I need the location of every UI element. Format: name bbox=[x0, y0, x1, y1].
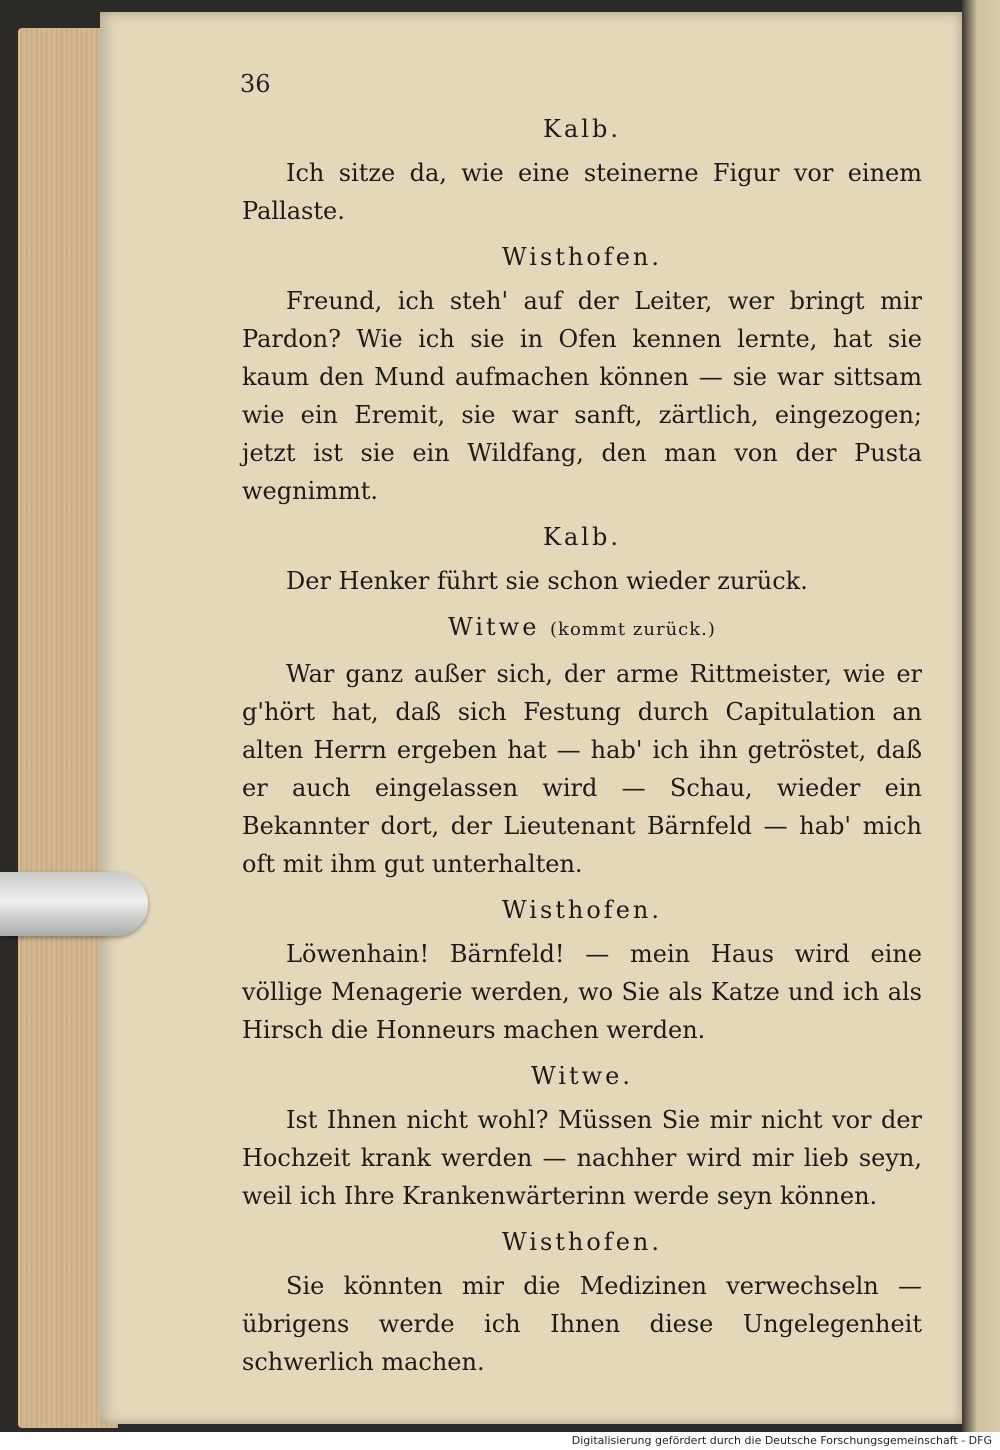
speaker-name: Kalb. bbox=[543, 115, 621, 143]
page-holder-clip bbox=[0, 872, 148, 936]
block-kalb-1 bbox=[242, 110, 922, 230]
stage-direction: (kommt zurück.) bbox=[550, 619, 716, 640]
speaker-name: Wisthofen. bbox=[502, 243, 662, 271]
digitization-footer: Digitalisierung gefördert durch die Deutsche Forschungsgemeinschaft - DFG bbox=[0, 1432, 1000, 1450]
speech-text: Ich sitze da, wie eine steinerne Figur vor einem Pallaste. bbox=[242, 159, 922, 225]
speaker-name: Wisthofen. bbox=[502, 1228, 662, 1256]
block-kalb-2 bbox=[242, 518, 922, 600]
block-wisthofen-1 bbox=[242, 238, 922, 510]
speech-text: Ist Ihnen nicht wohl? Müssen Sie mir nicht vor der Hochzeit krank werden — nachher wird mir lieb seyn, weil ich Ihre Krankenwärterinn werde seyn können. bbox=[242, 1106, 922, 1210]
block-wisthofen-3 bbox=[242, 1223, 922, 1381]
speaker-name: Witwe bbox=[448, 613, 540, 641]
block-witwe-1 bbox=[242, 608, 922, 883]
speech-text: Löwenhain! Bärnfeld! — mein Haus wird eine völlige Menagerie werden, wo Sie als Katze und ich als Hirsch die Honneurs machen werden. bbox=[242, 940, 922, 1044]
block-wisthofen-2 bbox=[242, 891, 922, 1049]
speech-text: Sie könnten mir die Medizinen verwechseln — übrigens werde ich Ihnen diese Ungelegenheit schwerlich machen. bbox=[242, 1272, 922, 1376]
speaker-name: Witwe. bbox=[531, 1062, 633, 1090]
page-number: 36 bbox=[240, 70, 271, 98]
speech-text: Freund, ich steh' auf der Leiter, wer bringt mir Pardon? Wie ich sie in Ofen kennen lernte, hat sie kaum den Mund aufmachen können — sie war sittsam wie ein Eremit, sie war sanft, zärtlich, eingezogen; jetzt ist sie ein Wildfang, den man von der Pusta wegnimmt. bbox=[242, 287, 922, 505]
speech-text: Der Henker führt sie schon wieder zurück. bbox=[286, 567, 808, 595]
page-text bbox=[242, 110, 922, 1389]
speech-text: War ganz außer sich, der arme Rittmeister, wie er g'hört hat, daß sich Festung durch Capitulation an alten Herrn ergeben hat — hab' ich ihn getröstet, daß er auch eingelassen wird — Schau, wieder ein Bekannter dort, der Lieutenant Bärnfeld — hab' mich oft mit ihm gut unterhalten. bbox=[242, 660, 922, 878]
speaker-name: Wisthofen. bbox=[502, 896, 662, 924]
speaker-name: Kalb. bbox=[543, 523, 621, 551]
speaker-line bbox=[242, 608, 922, 649]
next-page-edge bbox=[962, 0, 1000, 1432]
block-witwe-2 bbox=[242, 1057, 922, 1215]
